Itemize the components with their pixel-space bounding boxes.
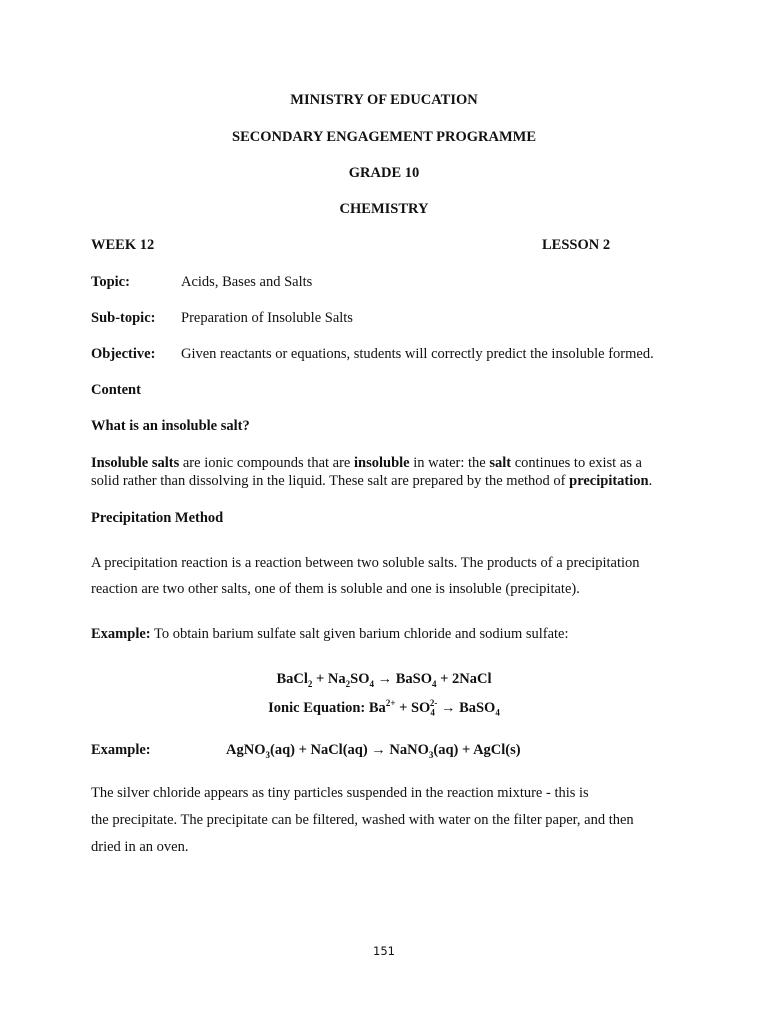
subtopic-value: Preparation of Insoluble Salts [181,310,353,326]
topic-label: Topic: [91,274,130,290]
method-line-1: A precipitation reaction is a reaction between two soluble salts. The products of a precipitation [91,555,640,571]
eq-part: → BaSO [374,671,433,687]
subtopic-label: Sub-topic: [91,310,156,326]
eq-sub: 3 [428,749,434,760]
objective-value: Given reactants or equations, students will correctly predict the insoluble formed. [181,346,654,362]
definition-text: in water: the [409,455,490,471]
closing-line-2: the precipitate. The precipitate can be filtered, washed with water on the filter paper, and then [91,812,634,828]
example-2-label: Example: [91,742,151,758]
eq-sub: 4 [495,707,500,718]
term-salt: salt [489,455,512,471]
closing-line-1: The silver chloride appears as tiny particles suspended in the reaction mixture - this is [91,785,589,801]
ministry-title: MINISTRY OF EDUCATION [290,92,478,108]
eq-part: → BaSO [437,699,496,716]
example-2-equation [226,742,521,760]
term-insoluble: insoluble [354,455,410,471]
programme-title: SECONDARY ENGAGEMENT PROGRAMME [232,129,536,145]
definition-text: continues to exist as a [511,455,642,471]
eq-sub: 2 [345,678,351,689]
eq-sup: 2- [429,698,438,708]
eq-part: Ionic Equation: Ba [268,699,386,716]
topic-value: Acids, Bases and Salts [181,274,313,290]
definition-text: solid rather than dissolving in the liquid. These salt are prepared by the method of [91,473,570,489]
eq-sup: 2+ [385,698,396,708]
equation-1 [0,671,768,689]
week-label: WEEK 12 [91,237,155,253]
example-1-text: To obtain barium sulfate salt given barium chloride and sodium sulfate: [150,626,569,642]
eq-part: BaCl [276,671,308,687]
question-heading: What is an insoluble salt? [91,418,250,434]
closing-line-3: dried in an oven. [91,839,189,855]
ionic-equation [0,698,768,718]
lesson-label: LESSON 2 [542,237,611,253]
method-line-2: reaction are two other salts, one of them is soluble and one is insoluble (precipitate). [91,581,580,597]
eq-sub: 4 [430,707,435,718]
eq-part: + 2NaCl [436,671,492,687]
definition-line-1 [91,455,642,472]
eq-part: (aq) + AgCl(s) [433,742,521,758]
term-precipitation: precipitation [569,473,649,489]
method-heading: Precipitation Method [91,510,224,526]
eq-part: + SO [395,699,431,716]
example-1-label: Example: [91,626,151,642]
grade-title: GRADE 10 [348,165,420,181]
eq-sub: 4 [369,678,374,689]
objective-label: Objective: [91,346,156,362]
eq-sub: 4 [432,678,437,689]
eq-part: (aq) + NaCl(aq) → NaNO [269,742,429,758]
eq-sub: 3 [265,749,270,760]
eq-part: + Na [312,671,346,687]
example-1 [91,626,569,643]
eq-part: SO [350,671,370,687]
term-insoluble-salts: Insoluble salts [91,455,180,471]
definition-text: . [648,473,653,489]
subject-title: CHEMISTRY [339,201,429,217]
content-heading: Content [91,382,141,398]
definition-line-2 [91,473,652,490]
eq-part: AgNO [226,742,266,758]
eq-sub: 2 [307,678,313,689]
page-number: 151 [373,944,395,958]
definition-text: are ionic compounds that are [179,455,354,471]
